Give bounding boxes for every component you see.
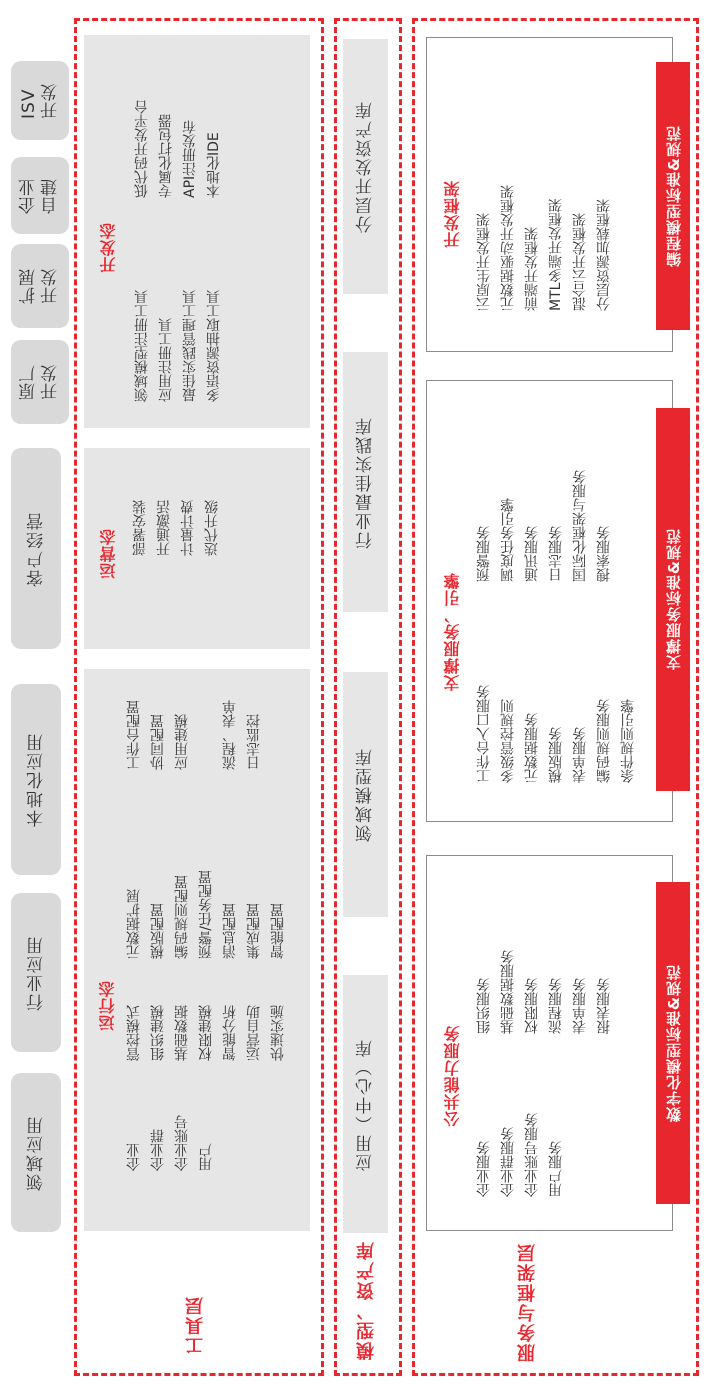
run-state-col3: 元数据扩展 模版配置 编码规则配置 预警/任务配置 消息配置 集成配置 智能配置 [126, 870, 286, 959]
dev-state-col2: 低代码开发平台 专属化打包器 API注册发布 本地化IDE [134, 100, 222, 198]
library-best-practice: 行业最佳实践库 [343, 352, 388, 612]
model-layer-label: 模型、资产库 [356, 1240, 377, 1360]
library-domain-model: 领域模型库 [343, 672, 388, 917]
service-layer-label: 服务与框架层 [517, 1242, 538, 1362]
ops-state-title: 运营态 [99, 528, 118, 579]
dev-framework-list: 云原生开发框架 元数据驱动开发框架 前端开发框架 MTL多端开发框架 混合云开发框架 分层资源加载框架 [476, 185, 612, 311]
library-layered-dev-assets: 分层开发资产库 [343, 39, 388, 294]
scenario-domain-app: 领域应用 [11, 1073, 61, 1232]
programming-model-standard-bar: 编程模型标准&规范 [656, 62, 690, 330]
tool-layer-label: 工具层 [185, 1295, 206, 1355]
dev-state-title: 开发态 [99, 222, 118, 273]
public-services-title: 公共能力服务 [443, 1025, 462, 1127]
run-state-col2: 管控模式 组织建模 基础数据 权限建模 智能分析 运营自助 快速实施 [126, 1005, 286, 1061]
dev-state-col1: 领域模型注册工具 应用注册工具 最佳实践管理工具 多语资源抽取工具 [134, 290, 222, 402]
public-services-col2: 组织服务 基础数据服务 权限服务 流程服务 表单服务 报表服务 [476, 950, 612, 1034]
dev-framework-title: 开发框架 [443, 180, 462, 248]
support-services-col2: 预警服务 调度任务引擎 通讯服务 日志服务 国际化框架与服务 搜索服务 [476, 470, 612, 582]
scenario-extension-dev: 扩展 开发 [11, 244, 69, 328]
support-services-col1: 工作台入口服务 多级管控规则 元数据服务 模版服务 表单服务 编码规则服务 条件规则引擎 [476, 685, 636, 783]
library-app-center: 应用（中心）库 [343, 975, 388, 1233]
support-services-title: 支撑服务、引擎 [443, 572, 462, 691]
scenario-isv-dev: ISV 开发 [11, 61, 69, 140]
run-state-title: 运行态 [98, 980, 117, 1031]
support-service-standard-bar: 支撑服务标准&规范 [656, 408, 690, 791]
ops-state-list: 部署安装 开通激活 计量计费 迭代升级 [132, 500, 220, 556]
scenario-vendor-dev: 原厂 开发 [11, 340, 69, 424]
scenario-industry-app: 行业应用 [11, 893, 61, 1052]
scenario-customer-ops: 客户经营 [11, 448, 61, 649]
run-state-col1: 企业 企业群 企业账号 用户 [126, 1115, 214, 1171]
scenario-localized-app: 本地化应用 [11, 684, 61, 875]
run-state-col4: 工作台配置 协同配置 应用建模 流程、表单 日志监控 [126, 700, 262, 770]
digital-model-standard-bar: 数字化模型标准&规范 [656, 882, 690, 1204]
scenario-self-build: 企业 自建 [11, 157, 69, 234]
public-services-col1: 企业服务 企业群服务 企业账号服务 用户服务 [476, 1113, 564, 1197]
